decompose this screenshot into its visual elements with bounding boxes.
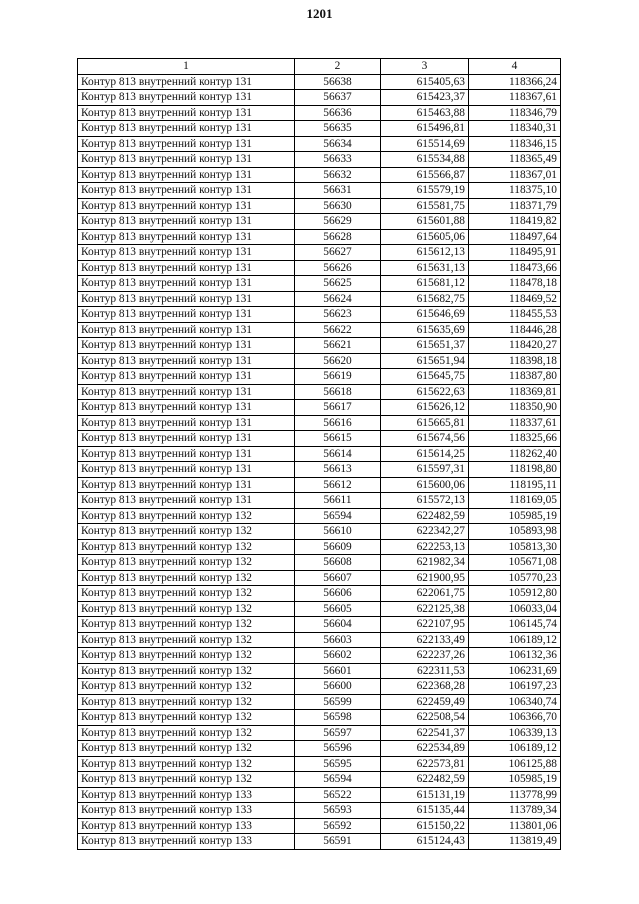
point-number-cell: 56604 <box>295 617 381 633</box>
point-number-cell: 56606 <box>295 586 381 602</box>
contour-name-cell: Контур 813 внутренний контур 131 <box>78 90 295 106</box>
contour-name-cell: Контур 813 внутренний контур 131 <box>78 152 295 168</box>
x-coordinate-cell: 615572,13 <box>381 493 469 509</box>
table-row <box>78 834 561 850</box>
point-number-cell: 56621 <box>295 338 381 354</box>
y-coordinate-cell: 105770,23 <box>469 570 561 586</box>
x-coordinate-cell: 622573,81 <box>381 756 469 772</box>
point-number-cell: 56624 <box>295 291 381 307</box>
y-coordinate-cell: 118398,18 <box>469 353 561 369</box>
table-row <box>78 586 561 602</box>
table-row <box>78 183 561 199</box>
table-row <box>78 322 561 338</box>
point-number-cell: 56631 <box>295 183 381 199</box>
y-coordinate-cell: 118478,18 <box>469 276 561 292</box>
y-coordinate-cell: 118365,49 <box>469 152 561 168</box>
point-number-cell: 56609 <box>295 539 381 555</box>
point-number-cell: 56616 <box>295 415 381 431</box>
contour-name-cell: Контур 813 внутренний контур 132 <box>78 694 295 710</box>
y-coordinate-cell: 106197,23 <box>469 679 561 695</box>
contour-name-cell: Контур 813 внутренний контур 131 <box>78 477 295 493</box>
contour-name-cell: Контур 813 внутренний контур 131 <box>78 415 295 431</box>
x-coordinate-cell: 615665,81 <box>381 415 469 431</box>
point-number-cell: 56605 <box>295 601 381 617</box>
table-row <box>78 539 561 555</box>
x-coordinate-cell: 615566,87 <box>381 167 469 183</box>
point-number-cell: 56599 <box>295 694 381 710</box>
contour-name-cell: Контур 813 внутренний контур 131 <box>78 493 295 509</box>
y-coordinate-cell: 106231,69 <box>469 663 561 679</box>
contour-name-cell: Контур 813 внутренний контур 132 <box>78 648 295 664</box>
x-coordinate-cell: 622133,49 <box>381 632 469 648</box>
y-coordinate-cell: 106339,13 <box>469 725 561 741</box>
contour-name-cell: Контур 813 внутренний контур 132 <box>78 741 295 757</box>
y-coordinate-cell: 118346,15 <box>469 136 561 152</box>
x-coordinate-cell: 622534,89 <box>381 741 469 757</box>
contour-name-cell: Контур 813 внутренний контур 132 <box>78 710 295 726</box>
contour-name-cell: Контур 813 внутренний контур 131 <box>78 431 295 447</box>
table-row <box>78 90 561 106</box>
table-row <box>78 787 561 803</box>
table-row <box>78 431 561 447</box>
x-coordinate-cell: 615514,69 <box>381 136 469 152</box>
x-coordinate-cell: 622508,54 <box>381 710 469 726</box>
contour-name-cell: Контур 813 внутренний контур 131 <box>78 338 295 354</box>
contour-name-cell: Контур 813 внутренний контур 132 <box>78 570 295 586</box>
table-row <box>78 508 561 524</box>
y-coordinate-cell: 106132,36 <box>469 648 561 664</box>
table-row <box>78 570 561 586</box>
y-coordinate-cell: 106189,12 <box>469 632 561 648</box>
table-row <box>78 601 561 617</box>
x-coordinate-cell: 615496,81 <box>381 121 469 137</box>
x-coordinate-cell: 622342,27 <box>381 524 469 540</box>
x-coordinate-cell: 615674,56 <box>381 431 469 447</box>
contour-name-cell: Контур 813 внутренний контур 131 <box>78 121 295 137</box>
y-coordinate-cell: 118387,80 <box>469 369 561 385</box>
table-row <box>78 214 561 230</box>
x-coordinate-cell: 622541,37 <box>381 725 469 741</box>
x-coordinate-cell: 622107,95 <box>381 617 469 633</box>
point-number-cell: 56627 <box>295 245 381 261</box>
point-number-cell: 56629 <box>295 214 381 230</box>
x-coordinate-cell: 615681,12 <box>381 276 469 292</box>
table-row <box>78 369 561 385</box>
x-coordinate-cell: 615614,25 <box>381 446 469 462</box>
y-coordinate-cell: 106125,88 <box>469 756 561 772</box>
x-coordinate-cell: 615463,88 <box>381 105 469 121</box>
table-row <box>78 818 561 834</box>
coordinates-table <box>77 58 561 850</box>
table-row <box>78 756 561 772</box>
point-number-cell: 56612 <box>295 477 381 493</box>
point-number-cell: 56596 <box>295 741 381 757</box>
x-coordinate-cell: 615597,31 <box>381 462 469 478</box>
point-number-cell: 56620 <box>295 353 381 369</box>
contour-name-cell: Контур 813 внутренний контур 131 <box>78 369 295 385</box>
table-row <box>78 152 561 168</box>
point-number-cell: 56591 <box>295 834 381 850</box>
contour-name-cell: Контур 813 внутренний контур 131 <box>78 167 295 183</box>
x-coordinate-cell: 615651,94 <box>381 353 469 369</box>
contour-name-cell: Контур 813 внутренний контур 131 <box>78 260 295 276</box>
x-coordinate-cell: 615622,63 <box>381 384 469 400</box>
table-row <box>78 617 561 633</box>
y-coordinate-cell: 118455,53 <box>469 307 561 323</box>
y-coordinate-cell: 118337,61 <box>469 415 561 431</box>
table-row <box>78 307 561 323</box>
table-row <box>78 632 561 648</box>
x-coordinate-cell: 622311,53 <box>381 663 469 679</box>
contour-name-cell: Контур 813 внутренний контур 132 <box>78 679 295 695</box>
y-coordinate-cell: 118469,52 <box>469 291 561 307</box>
table-row <box>78 415 561 431</box>
contour-name-cell: Контур 813 внутренний контур 132 <box>78 772 295 788</box>
table-row <box>78 694 561 710</box>
point-number-cell: 56607 <box>295 570 381 586</box>
table-row <box>78 648 561 664</box>
point-number-cell: 56610 <box>295 524 381 540</box>
x-coordinate-cell: 615651,37 <box>381 338 469 354</box>
y-coordinate-cell: 118473,66 <box>469 260 561 276</box>
y-coordinate-cell: 118366,24 <box>469 74 561 90</box>
table-row <box>78 477 561 493</box>
y-coordinate-cell: 113819,49 <box>469 834 561 850</box>
y-coordinate-cell: 118198,80 <box>469 462 561 478</box>
x-coordinate-cell: 615581,75 <box>381 198 469 214</box>
x-coordinate-cell: 615534,88 <box>381 152 469 168</box>
point-number-cell: 56595 <box>295 756 381 772</box>
y-coordinate-cell: 118367,01 <box>469 167 561 183</box>
point-number-cell: 56608 <box>295 555 381 571</box>
point-number-cell: 56598 <box>295 710 381 726</box>
point-number-cell: 56626 <box>295 260 381 276</box>
point-number-cell: 56635 <box>295 121 381 137</box>
point-number-cell: 56632 <box>295 167 381 183</box>
table-row <box>78 772 561 788</box>
x-coordinate-cell: 622061,75 <box>381 586 469 602</box>
contour-name-cell: Контур 813 внутренний контур 131 <box>78 446 295 462</box>
point-number-cell: 56592 <box>295 818 381 834</box>
y-coordinate-cell: 106033,04 <box>469 601 561 617</box>
y-coordinate-cell: 105985,19 <box>469 508 561 524</box>
y-coordinate-cell: 118367,61 <box>469 90 561 106</box>
table-row <box>78 291 561 307</box>
y-coordinate-cell: 118325,66 <box>469 431 561 447</box>
y-coordinate-cell: 105893,98 <box>469 524 561 540</box>
table-row <box>78 245 561 261</box>
contour-name-cell: Контур 813 внутренний контур 131 <box>78 322 295 338</box>
contour-name-cell: Контур 813 внутренний контур 133 <box>78 818 295 834</box>
x-coordinate-cell: 615601,88 <box>381 214 469 230</box>
table-row <box>78 353 561 369</box>
contour-name-cell: Контур 813 внутренний контур 131 <box>78 198 295 214</box>
point-number-cell: 56622 <box>295 322 381 338</box>
point-number-cell: 56633 <box>295 152 381 168</box>
x-coordinate-cell: 615645,75 <box>381 369 469 385</box>
table-row <box>78 136 561 152</box>
header-col-2: 2 <box>295 59 381 75</box>
table-row <box>78 725 561 741</box>
x-coordinate-cell: 615612,13 <box>381 245 469 261</box>
header-col-1: 1 <box>78 59 295 75</box>
contour-name-cell: Контур 813 внутренний контур 132 <box>78 555 295 571</box>
point-number-cell: 56602 <box>295 648 381 664</box>
point-number-cell: 56637 <box>295 90 381 106</box>
x-coordinate-cell: 615579,19 <box>381 183 469 199</box>
table-row <box>78 803 561 819</box>
y-coordinate-cell: 105671,08 <box>469 555 561 571</box>
contour-name-cell: Контур 813 внутренний контур 132 <box>78 632 295 648</box>
table-row <box>78 493 561 509</box>
x-coordinate-cell: 622125,38 <box>381 601 469 617</box>
y-coordinate-cell: 118169,05 <box>469 493 561 509</box>
table-row <box>78 167 561 183</box>
table-row <box>78 741 561 757</box>
table-row <box>78 384 561 400</box>
table-row <box>78 710 561 726</box>
table-row <box>78 462 561 478</box>
point-number-cell: 56601 <box>295 663 381 679</box>
y-coordinate-cell: 105813,30 <box>469 539 561 555</box>
point-number-cell: 56630 <box>295 198 381 214</box>
table-row <box>78 74 561 90</box>
point-number-cell: 56614 <box>295 446 381 462</box>
x-coordinate-cell: 622368,28 <box>381 679 469 695</box>
contour-name-cell: Контур 813 внутренний контур 132 <box>78 725 295 741</box>
x-coordinate-cell: 622482,59 <box>381 508 469 524</box>
x-coordinate-cell: 621982,34 <box>381 555 469 571</box>
y-coordinate-cell: 106366,70 <box>469 710 561 726</box>
x-coordinate-cell: 621900,95 <box>381 570 469 586</box>
contour-name-cell: Контур 813 внутренний контур 133 <box>78 834 295 850</box>
point-number-cell: 56600 <box>295 679 381 695</box>
x-coordinate-cell: 615405,63 <box>381 74 469 90</box>
table-row <box>78 400 561 416</box>
point-number-cell: 56638 <box>295 74 381 90</box>
point-number-cell: 56522 <box>295 787 381 803</box>
x-coordinate-cell: 622253,13 <box>381 539 469 555</box>
header-col-4: 4 <box>469 59 561 75</box>
point-number-cell: 56634 <box>295 136 381 152</box>
contour-name-cell: Контур 813 внутренний контур 133 <box>78 787 295 803</box>
contour-name-cell: Контур 813 внутренний контур 131 <box>78 105 295 121</box>
point-number-cell: 56617 <box>295 400 381 416</box>
contour-name-cell: Контур 813 внутренний контур 132 <box>78 508 295 524</box>
contour-name-cell: Контур 813 внутренний контур 131 <box>78 183 295 199</box>
x-coordinate-cell: 615631,13 <box>381 260 469 276</box>
x-coordinate-cell: 615124,43 <box>381 834 469 850</box>
point-number-cell: 56625 <box>295 276 381 292</box>
x-coordinate-cell: 615135,44 <box>381 803 469 819</box>
contour-name-cell: Контур 813 внутренний контур 131 <box>78 384 295 400</box>
point-number-cell: 56628 <box>295 229 381 245</box>
table-row <box>78 679 561 695</box>
contour-name-cell: Контур 813 внутренний контур 131 <box>78 245 295 261</box>
point-number-cell: 56613 <box>295 462 381 478</box>
y-coordinate-cell: 118446,28 <box>469 322 561 338</box>
contour-name-cell: Контур 813 внутренний контур 131 <box>78 307 295 323</box>
y-coordinate-cell: 105912,80 <box>469 586 561 602</box>
point-number-cell: 56619 <box>295 369 381 385</box>
x-coordinate-cell: 615150,22 <box>381 818 469 834</box>
x-coordinate-cell: 615600,06 <box>381 477 469 493</box>
contour-name-cell: Контур 813 внутренний контур 131 <box>78 229 295 245</box>
x-coordinate-cell: 622237,26 <box>381 648 469 664</box>
contour-name-cell: Контур 813 внутренний контур 133 <box>78 803 295 819</box>
y-coordinate-cell: 113801,06 <box>469 818 561 834</box>
y-coordinate-cell: 106145,74 <box>469 617 561 633</box>
contour-name-cell: Контур 813 внутренний контур 132 <box>78 663 295 679</box>
contour-name-cell: Контур 813 внутренний контур 132 <box>78 586 295 602</box>
x-coordinate-cell: 615626,12 <box>381 400 469 416</box>
y-coordinate-cell: 105985,19 <box>469 772 561 788</box>
table-row <box>78 446 561 462</box>
contour-name-cell: Контур 813 внутренний контур 131 <box>78 74 295 90</box>
point-number-cell: 56594 <box>295 772 381 788</box>
table-header <box>78 59 561 75</box>
table-row <box>78 555 561 571</box>
page-number: 1201 <box>306 6 333 21</box>
header-row <box>78 59 561 75</box>
y-coordinate-cell: 118419,82 <box>469 214 561 230</box>
contour-name-cell: Контур 813 внутренний контур 131 <box>78 291 295 307</box>
contour-name-cell: Контур 813 внутренний контур 132 <box>78 524 295 540</box>
point-number-cell: 56623 <box>295 307 381 323</box>
y-coordinate-cell: 118369,81 <box>469 384 561 400</box>
contour-name-cell: Контур 813 внутренний контур 131 <box>78 353 295 369</box>
contour-name-cell: Контур 813 внутренний контур 131 <box>78 400 295 416</box>
x-coordinate-cell: 622459,49 <box>381 694 469 710</box>
table-row <box>78 663 561 679</box>
table-row <box>78 338 561 354</box>
y-coordinate-cell: 118346,79 <box>469 105 561 121</box>
x-coordinate-cell: 615605,06 <box>381 229 469 245</box>
contour-name-cell: Контур 813 внутренний контур 132 <box>78 539 295 555</box>
point-number-cell: 56593 <box>295 803 381 819</box>
y-coordinate-cell: 118195,11 <box>469 477 561 493</box>
table-body <box>78 74 561 849</box>
y-coordinate-cell: 118350,90 <box>469 400 561 416</box>
y-coordinate-cell: 106189,12 <box>469 741 561 757</box>
y-coordinate-cell: 106340,74 <box>469 694 561 710</box>
y-coordinate-cell: 118340,31 <box>469 121 561 137</box>
contour-name-cell: Контур 813 внутренний контур 131 <box>78 136 295 152</box>
contour-name-cell: Контур 813 внутренний контур 132 <box>78 601 295 617</box>
x-coordinate-cell: 615682,75 <box>381 291 469 307</box>
x-coordinate-cell: 615646,69 <box>381 307 469 323</box>
table-row <box>78 229 561 245</box>
contour-name-cell: Контур 813 внутренний контур 131 <box>78 214 295 230</box>
y-coordinate-cell: 118420,27 <box>469 338 561 354</box>
point-number-cell: 56603 <box>295 632 381 648</box>
y-coordinate-cell: 113778,99 <box>469 787 561 803</box>
contour-name-cell: Контур 813 внутренний контур 132 <box>78 756 295 772</box>
contour-name-cell: Контур 813 внутренний контур 131 <box>78 276 295 292</box>
y-coordinate-cell: 113789,34 <box>469 803 561 819</box>
table-row <box>78 276 561 292</box>
table-row <box>78 198 561 214</box>
table-row <box>78 121 561 137</box>
x-coordinate-cell: 615131,19 <box>381 787 469 803</box>
point-number-cell: 56618 <box>295 384 381 400</box>
point-number-cell: 56611 <box>295 493 381 509</box>
table-row <box>78 260 561 276</box>
table-row <box>78 524 561 540</box>
contour-name-cell: Контур 813 внутренний контур 131 <box>78 462 295 478</box>
contour-name-cell: Контур 813 внутренний контур 132 <box>78 617 295 633</box>
header-col-3: 3 <box>381 59 469 75</box>
y-coordinate-cell: 118495,91 <box>469 245 561 261</box>
point-number-cell: 56597 <box>295 725 381 741</box>
point-number-cell: 56615 <box>295 431 381 447</box>
table-row <box>78 105 561 121</box>
point-number-cell: 56594 <box>295 508 381 524</box>
y-coordinate-cell: 118497,64 <box>469 229 561 245</box>
y-coordinate-cell: 118262,40 <box>469 446 561 462</box>
point-number-cell: 56636 <box>295 105 381 121</box>
x-coordinate-cell: 622482,59 <box>381 772 469 788</box>
x-coordinate-cell: 615423,37 <box>381 90 469 106</box>
x-coordinate-cell: 615635,69 <box>381 322 469 338</box>
y-coordinate-cell: 118375,10 <box>469 183 561 199</box>
y-coordinate-cell: 118371,79 <box>469 198 561 214</box>
